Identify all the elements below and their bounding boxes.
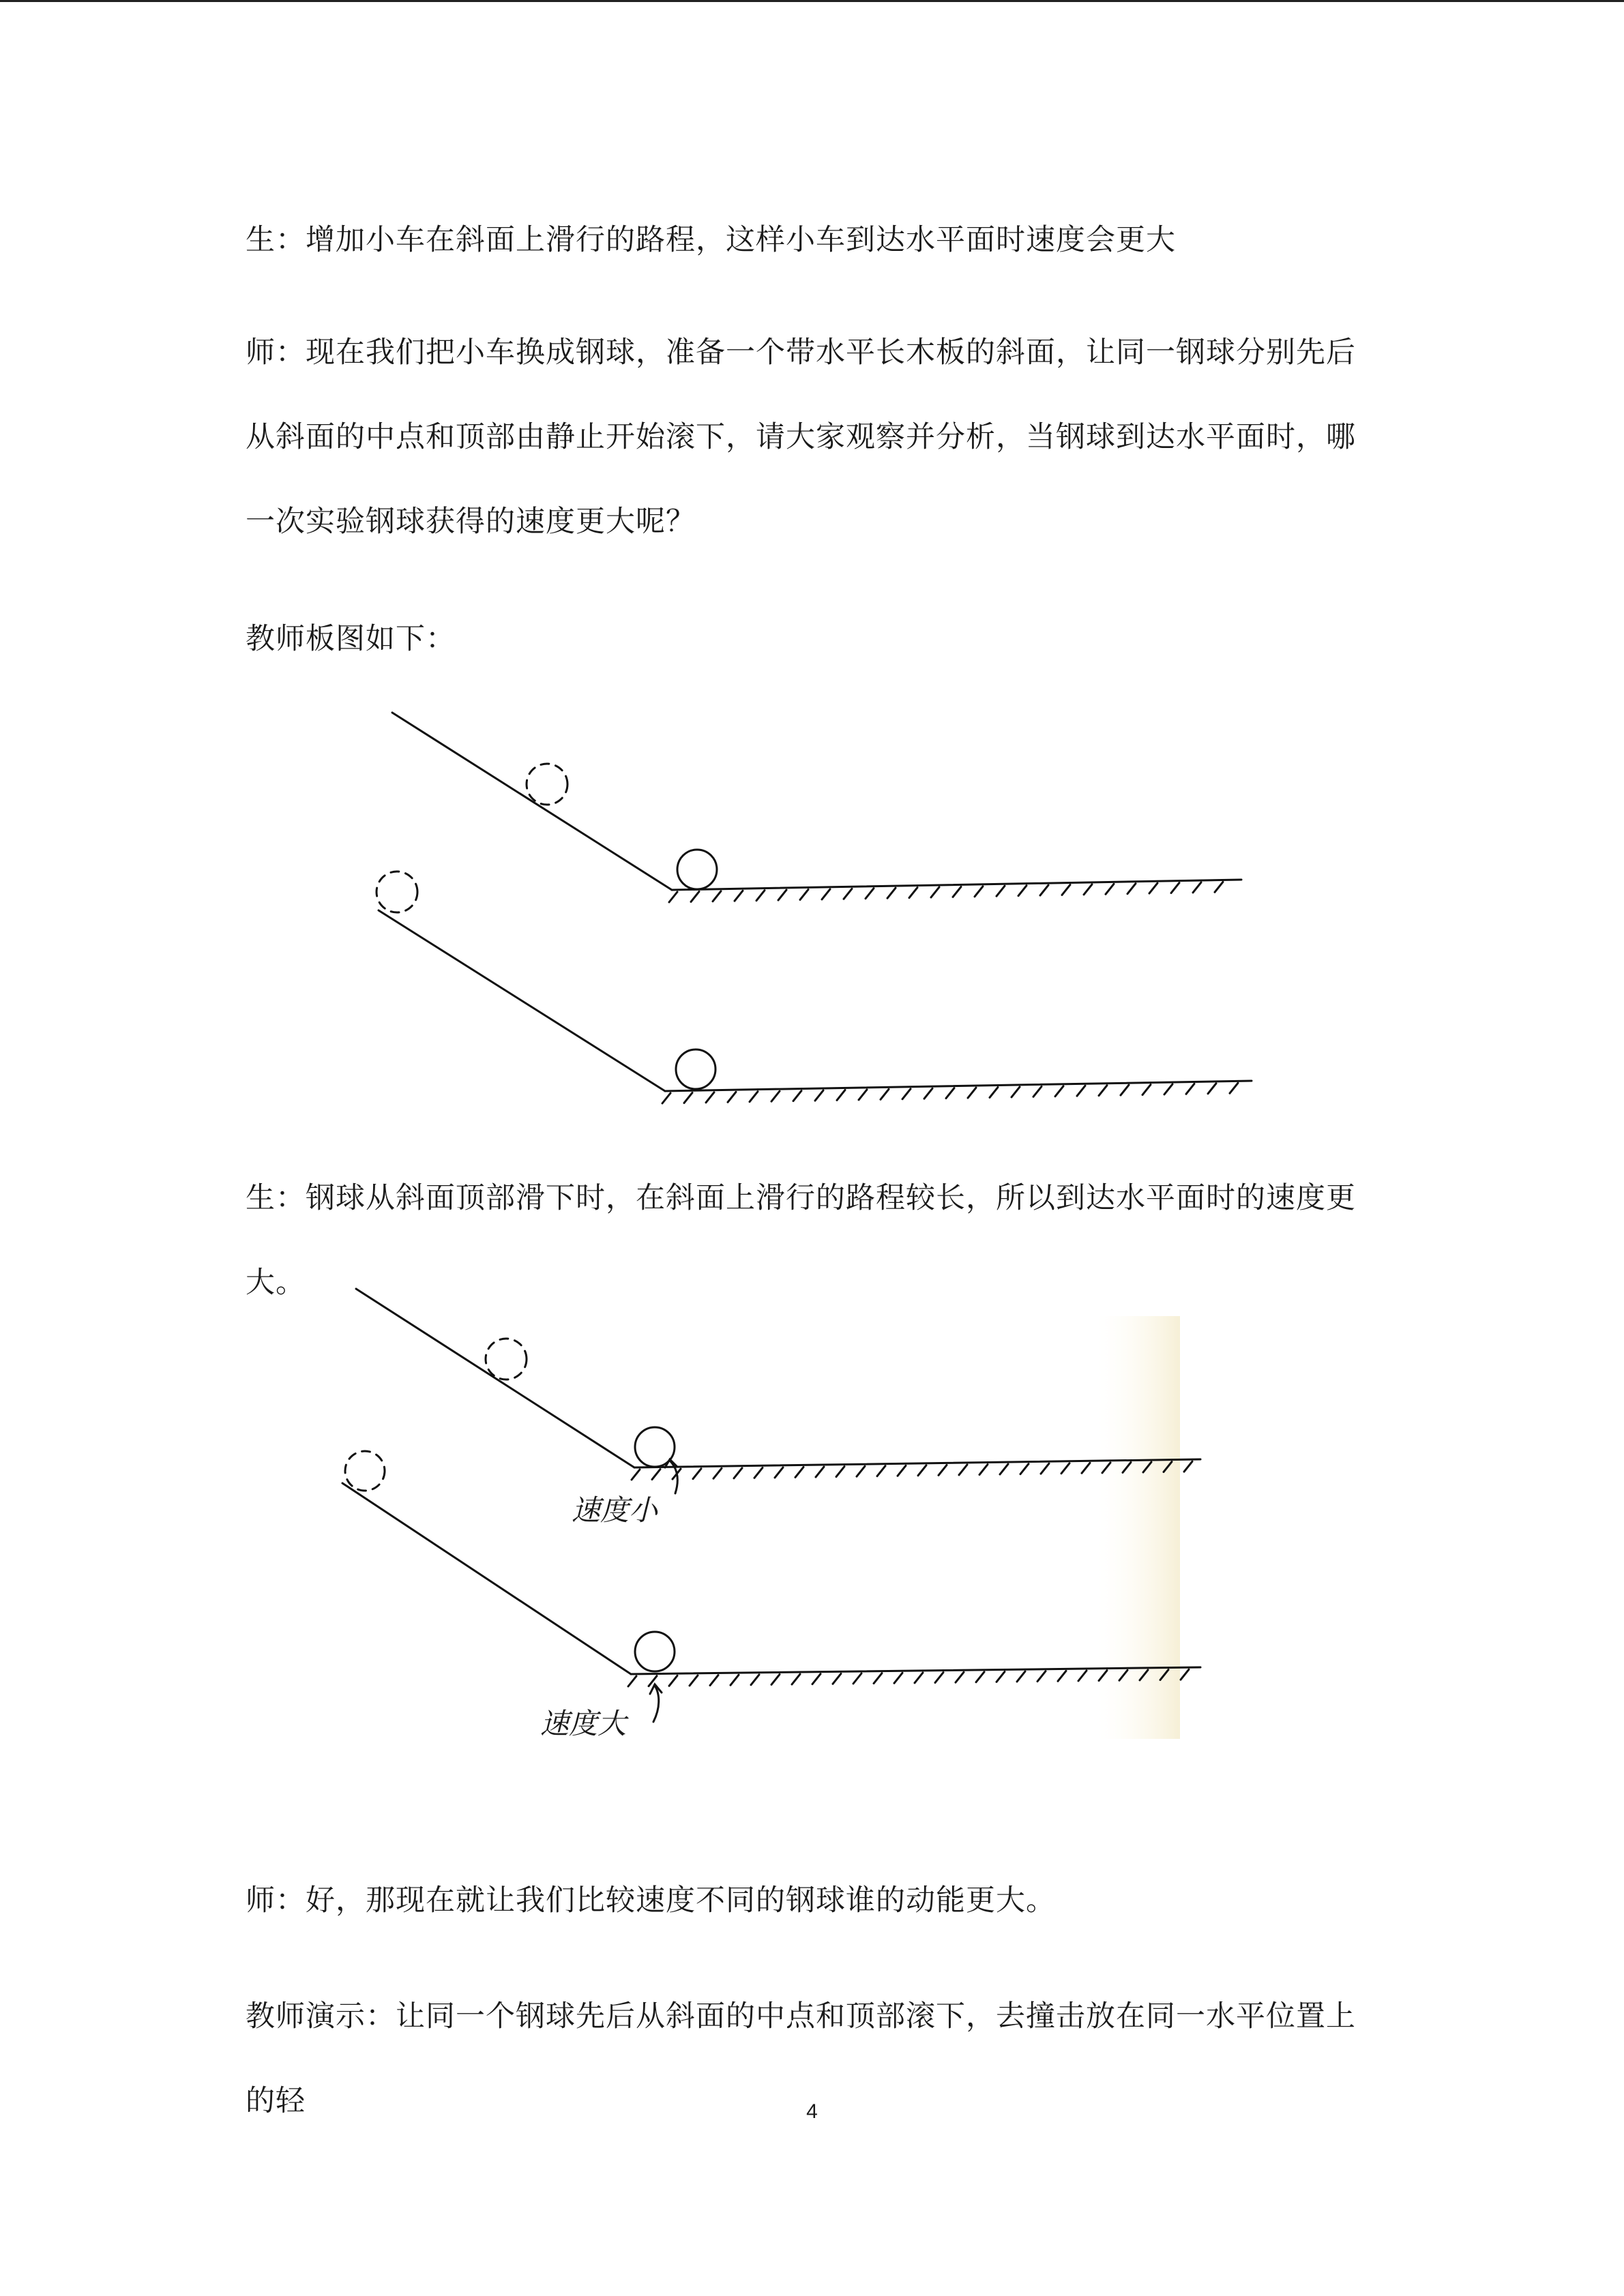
ground-hatch-mark [628, 1676, 636, 1686]
ground-hatch-mark [918, 1465, 926, 1476]
upper-ramp-annotated [356, 1289, 1200, 1493]
ground-hatch-mark [728, 1092, 736, 1102]
ground-hatch-mark [690, 1675, 698, 1686]
ground-hatch-mark [859, 1090, 867, 1100]
ground-hatch-mark [1127, 884, 1136, 894]
ground-hatch-mark [953, 886, 961, 897]
ground-hatch-mark [795, 1467, 803, 1477]
ground-hatch-mark [1106, 884, 1114, 894]
paragraph-teacher-2: 师：好，那现在就让我们比较速度不同的钢球谁的动能更大。 [246, 1883, 1056, 1918]
ground-hatch-mark [662, 1093, 670, 1103]
ground-hatch-mark [735, 891, 743, 901]
ground-hatch-mark [1164, 1084, 1172, 1094]
ground-hatch-mark [771, 1091, 780, 1101]
ground-hatch-mark [734, 1468, 742, 1478]
ground-hatch-mark [1186, 1084, 1194, 1094]
upper-ramp [392, 713, 1241, 902]
ground-hatch-mark [975, 886, 983, 897]
ball-start-midpoint [527, 764, 567, 805]
ground-hatch-mark [1018, 886, 1027, 896]
ground-hatch-mark [816, 1467, 824, 1477]
ground-hatch-mark [866, 889, 874, 899]
label-speed-small: 速度小 [572, 1493, 658, 1527]
ground-hatch-mark [874, 1673, 882, 1684]
ground-hatch-mark [1181, 1669, 1189, 1680]
ground-hatch-mark [853, 1673, 861, 1684]
ground-hatch-mark [775, 1467, 783, 1478]
ground-hatch-mark [979, 1465, 988, 1475]
ground-hatch-mark [691, 891, 699, 901]
ground-hatch-mark [877, 1466, 885, 1476]
ground-hatch-mark [996, 886, 1005, 896]
label-speed-large: 速度大 [540, 1707, 627, 1740]
page-number: 4 [806, 2100, 818, 2123]
ground-hatch-mark [1062, 884, 1070, 895]
ground-hatch-mark [754, 1467, 763, 1478]
ground-hatch-mark [1055, 1086, 1063, 1097]
ground-hatch-mark [1193, 882, 1201, 893]
ground-hatch-mark [935, 1673, 943, 1683]
figure-board-drawing [341, 689, 1296, 1125]
ground-hatch-mark [909, 888, 917, 898]
ball-bottom-lower [676, 1049, 715, 1089]
ground-hatch-mark [693, 1469, 701, 1479]
ground-hatch-mark [894, 1673, 902, 1683]
ground-hatch-mark [652, 1470, 660, 1480]
ground-hatch-mark [1017, 1671, 1025, 1682]
ground-hatch-mark [710, 1675, 718, 1686]
ground-hatch-mark [881, 1089, 889, 1099]
ground-hatch-mark [713, 1468, 722, 1478]
ground-hatch-mark [1149, 883, 1157, 893]
ground-hatch-mark [959, 1465, 967, 1475]
ground-hatch-mark [1099, 1086, 1107, 1096]
ground-hatch-mark [812, 1674, 821, 1684]
ground-hatch-mark [1171, 883, 1179, 893]
ground-hatch-mark [833, 1673, 841, 1684]
ground-hatch-mark [1230, 1083, 1238, 1093]
ground-hatch-mark [1000, 1464, 1008, 1474]
ground-hatch-mark [756, 891, 765, 901]
paragraph-teacher-demo: 教师演示：让同一个钢球先后从斜面的中点和顶部滚下，去撞击放在同一水平位置上的轻 [246, 1999, 1356, 2118]
ground-hatch-mark [956, 1672, 964, 1682]
ground-hatch-mark [898, 1465, 906, 1476]
ground-hatch-mark [939, 1465, 947, 1475]
ground-hatch-mark [990, 1087, 998, 1097]
ground-hatch-mark [793, 1091, 801, 1101]
ground-hatch-mark [669, 892, 677, 902]
ground-hatch-mark [730, 1675, 739, 1685]
ground-hatch-mark [1082, 1463, 1090, 1473]
ground-hatch-mark [1142, 1085, 1151, 1095]
ground-hatch-mark [1077, 1086, 1085, 1096]
ball-start-top [377, 871, 417, 912]
ground-hatch-mark [887, 888, 896, 898]
paragraph-student-2: 生：钢球从斜面顶部滑下时，在斜面上滑行的路程较长，所以到达水平面时的速度更大。 [246, 1181, 1356, 1300]
ground-hatch-mark [931, 887, 939, 897]
ground-hatch-mark [1121, 1085, 1129, 1095]
ground-hatch-mark [684, 1092, 692, 1103]
ground-hatch-mark [706, 1092, 714, 1103]
ground-hatch-mark [1020, 1464, 1029, 1474]
ground-hatch-mark [771, 1674, 780, 1684]
ground-hatch-mark [857, 1466, 865, 1476]
ground-hatch-mark [976, 1672, 984, 1682]
ground-hatch-mark [669, 1675, 677, 1686]
ground-hatch-mark [713, 891, 721, 901]
ground-hatch-mark [915, 1673, 923, 1683]
ground-hatch-mark [1033, 1086, 1042, 1097]
paragraph-board-intro: 教师板图如下： [246, 622, 456, 656]
ground-hatch-mark [1184, 1461, 1192, 1472]
ground-hatch-mark [1058, 1671, 1066, 1681]
ground-hatch-mark [996, 1671, 1005, 1682]
ground-hatch-mark [837, 1090, 845, 1100]
ground-hatch-mark [1040, 885, 1048, 895]
ground-hatch-mark [1208, 1084, 1216, 1094]
paragraph-student-1: 生：增加小车在斜面上滑行的路程，这样小车到达水平面时速度会更大 [246, 223, 1176, 257]
figure-speed-comparison [321, 1268, 1207, 1759]
ground-hatch-mark [751, 1675, 759, 1685]
ground-hatch-mark [778, 890, 786, 900]
ground-hatch-mark [844, 889, 852, 899]
page-top-border [0, 0, 1624, 2]
ground-hatch-mark [1061, 1463, 1069, 1474]
ball-bottom-upper [677, 850, 717, 889]
ground-hatch-mark [1078, 1671, 1087, 1681]
ground-hatch-mark [836, 1467, 844, 1477]
ground-hatch-mark [792, 1674, 800, 1684]
ground-hatch-mark [1012, 1087, 1020, 1097]
ground-hatch-mark [902, 1089, 911, 1099]
ground-hatch-mark [750, 1092, 758, 1102]
ground-hatch-mark [1041, 1463, 1049, 1474]
ground-hatch-mark [1037, 1671, 1046, 1682]
lower-ramp-annotated [342, 1451, 1200, 1722]
ground-hatch-mark [800, 889, 808, 899]
ground-hatch-mark [1084, 884, 1092, 895]
ground-hatch-mark [1215, 882, 1223, 892]
ground-hatch-mark [946, 1088, 954, 1099]
ground-hatch-mark [822, 889, 830, 899]
ground-hatch-mark [924, 1088, 932, 1099]
lower-ramp [377, 871, 1252, 1103]
ground-hatch-mark [815, 1090, 823, 1101]
paragraph-teacher-1: 师：现在我们把小车换成钢球，准备一个带水平长木板的斜面，让同一钢球分别先后从斜面的中点和顶部由静止开始滚下，请大家观察并分析，当钢球到达水平面时，哪一次实验钢球获得的速度更大呢？ [246, 336, 1356, 539]
ground-hatch-mark [632, 1470, 640, 1480]
ground-hatch-mark [968, 1088, 976, 1098]
